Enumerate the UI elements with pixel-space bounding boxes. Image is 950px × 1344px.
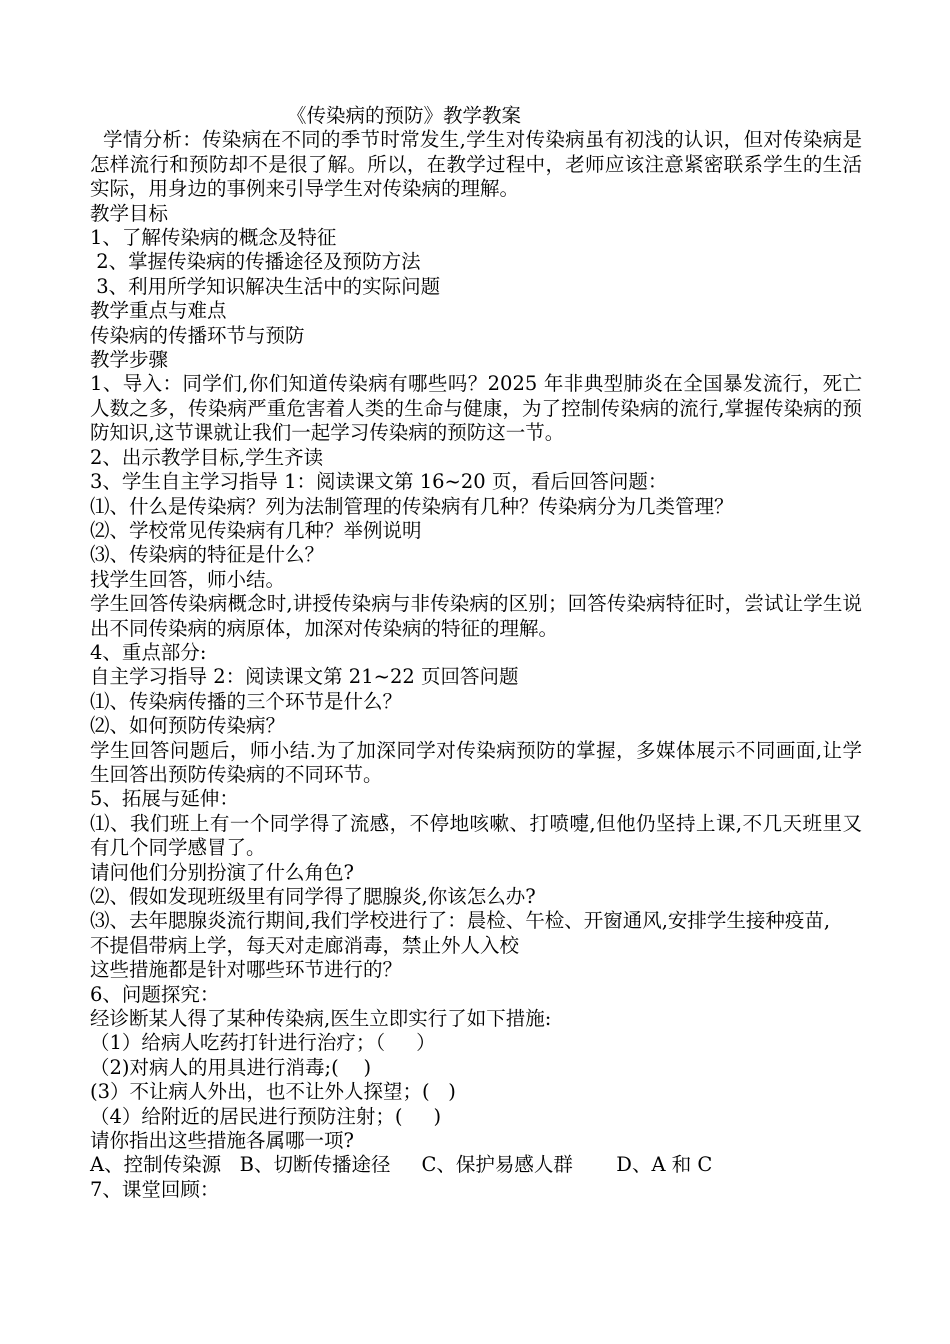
section-heading: 教学重点与难点 bbox=[90, 299, 227, 323]
section-heading: 教学目标 bbox=[90, 201, 169, 225]
question-item: ⑴、传染病传播的三个环节是什么？ bbox=[90, 689, 403, 713]
text-line: 请你指出这些措施各属哪一项? bbox=[90, 1129, 354, 1153]
document-title: 《传染病的预防》教学教案 bbox=[287, 104, 522, 127]
text-line: 不提倡带病上学，每天对走廊消毒，禁止外人入校 bbox=[90, 933, 520, 957]
answer-options: A、控制传染源 B、切断传播途径 C、保护易感人群 D、A 和 C bbox=[90, 1153, 713, 1177]
measure-item: (3）不让病人外出，也不让外人探望；( ) bbox=[90, 1080, 456, 1104]
measure-item: （4）给附近的居民进行预防注射；( ) bbox=[90, 1104, 442, 1128]
list-item: 2、掌握传染病的传播途径及预防方法 bbox=[90, 250, 421, 274]
measure-item: （1）给病人吃药打针进行治疗；（ ） bbox=[90, 1031, 436, 1055]
list-item: 5、拓展与延伸： bbox=[90, 787, 239, 811]
text-line: 传染病的传播环节与预防 bbox=[90, 323, 305, 347]
measure-item: （2)对病人的用具进行消毒;( ) bbox=[90, 1055, 372, 1079]
list-item: 6、问题探究： bbox=[90, 982, 220, 1006]
paragraph: 1、导入：同学们,你们知道传染病有哪些吗？2025 年非典型肺炎在全国暴发流行，死亡人数之多，传染病严重危害着人类的生命与健康，为了控制传染病的流行,掌握传染病的预防知识,这节课就让我们一起学习传染病的预防这一节。 bbox=[90, 372, 862, 445]
document-page bbox=[90, 104, 862, 1202]
paragraph: 学生回答传染病概念时,讲授传染病与非传染病的区别；回答传染病特征时，尝试让学生说出不同传染病的病原体，加深对传染病的特征的理解。 bbox=[90, 592, 862, 640]
list-item: 7、课堂回顾： bbox=[90, 1177, 220, 1201]
text-line: 自主学习指导 2：阅读课文第 21~22 页回答问题 bbox=[90, 665, 519, 689]
question-item: ⑴、什么是传染病？列为法制管理的传染病有几种？传染病分为几类管理？ bbox=[90, 494, 734, 518]
list-item: 3、利用所学知识解决生活中的实际问题 bbox=[90, 274, 441, 298]
question-item: ⑵、假如发现班级里有同学得了腮腺炎,你该怎么办? bbox=[90, 885, 536, 908]
question-item: ⑶、传染病的特征是什么？ bbox=[90, 543, 325, 567]
text-line: 找学生回答，师小结。 bbox=[90, 567, 286, 591]
list-item: 2、出示教学目标,学生齐读 bbox=[90, 445, 324, 469]
list-item: 4、重点部分: bbox=[90, 640, 207, 664]
question-item: ⑵、学校常见传染病有几种？举例说明 bbox=[90, 518, 422, 542]
text-line: 经诊断某人得了某种传染病,医生立即实行了如下措施: bbox=[90, 1007, 552, 1031]
intro-paragraph: 学情分析：传染病在不同的季节时常发生,学生对传染病虽有初浅的认识，但对传染病是怎样流行和预防却不是很了解。所以，在教学过程中，老师应该注意紧密联系学生的生活实际，用身边的事例来引导学生对传染病的理解。 bbox=[90, 128, 863, 201]
question-item: ⑵、如何预防传染病？ bbox=[90, 714, 286, 738]
question-item: ⑴、我们班上有一个同学得了流感，不停地咳嗽、打喷嚏,但他仍坚持上课,不几天班里又有几个同学感冒了。 bbox=[90, 811, 862, 860]
section-heading: 教学步骤 bbox=[90, 348, 169, 372]
text-line: 这些措施都是针对哪些环节进行的？ bbox=[90, 958, 403, 982]
paragraph: 学生回答问题后，师小结.为了加深同学对传染病预防的掌握，多媒体展示不同画面,让学生回答出预防传染病的不同环节。 bbox=[90, 738, 862, 786]
question-item: ⑶、去年腮腺炎流行期间,我们学校进行了：晨检、午检、开窗通风,安排学生接种疫苗, bbox=[90, 909, 831, 933]
list-item: 3、学生自主学习指导 1：阅读课文第 16~20 页，看后回答问题： bbox=[90, 470, 668, 494]
list-item: 1、了解传染病的概念及特征 bbox=[90, 226, 337, 250]
text-line: 请问他们分别扮演了什么角色? bbox=[90, 860, 354, 884]
